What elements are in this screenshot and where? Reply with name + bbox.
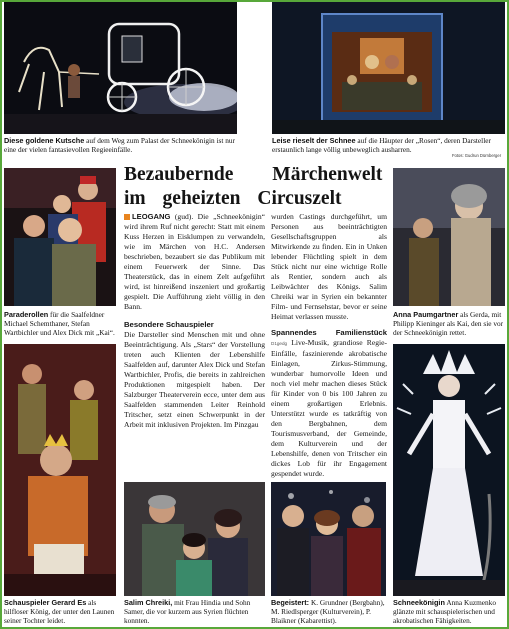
dateline-location: LEOGANG — [132, 212, 171, 221]
article-column-2 — [271, 212, 387, 479]
caption-anna: Anna Paumgartner als Gerda, mit Philipp Kieninger als Kai, den sie vor der Schneekönigin rettet. — [393, 310, 504, 338]
subheading-schauspieler: Besondere Schauspieler — [124, 320, 214, 329]
caption-begeistert: Begeistert: K. Grundner (Bergbahn), M. Riedlsperger (Kulturverein), P. Blaikner (Kabarettist). — [271, 598, 385, 626]
caption-salim: Salim Chreiki, mit Frau Hindia und Sohn Samer, die vor kurzem aus Syrien flüchten konnten. — [124, 598, 251, 626]
photo-paraderollen — [4, 168, 116, 306]
headline-part2: im geheizten Circuszelt — [124, 188, 342, 209]
article-column-1 — [124, 212, 265, 430]
article-intro: (gud). Die „Schneekönigin“ wird ihrem Ruf nicht gerecht: Statt mit einem Kuss Herzen in Eisklumpen zu verwandeln, wie im Märchen von H.C. Andersen beschrieben, bezaubert sie das Publikum mit einem Feuerwerk der Sinne. Das Theaterstück, das in einem Zelt aufgeführt wird, ist hinreißend inszeniert und großartig gespielt. Die Aufführung zieht völlig in den Bann. — [124, 212, 265, 311]
photo-credit: Fotos: Gudrun Dürnberger — [452, 153, 502, 158]
bullet-icon — [124, 214, 130, 220]
subheading-marker: D1gedg — [271, 341, 288, 346]
photo-kutsche — [4, 2, 237, 134]
article-paragraph-3: wurden Castings durchgeführt, um Personen aus beeinträchtigten Gesellschaftsgruppen als Mitwirkende zu finden. Ein in Unken lebender Flüchtling spielt in dem Stück nicht nur eine wichtige Rolle als Rentier, sondern auch als Leibwächter des Königs. Salim Chreiki war in Syrien ein bekannter Film- und Fernsehstar, bevor er seine Heimat verlassen musste. — [271, 212, 387, 321]
photo-salim — [124, 482, 265, 596]
caption-paraderollen: Paraderollen für die Saalfeldner Michael Schemthaner, Stefan Wartbichler und Alex Dick mit „Kai“. — [4, 310, 115, 338]
caption-rosen: Leise rieselt der Schnee auf die Häupter der „Rosen“, deren Darsteller erstaunlich lange völlig unbeweglich ausharren. — [272, 136, 491, 155]
article-paragraph-2: Die Darsteller sind Menschen mit und ohne Beeinträchtigung. Als „Stars“ der Vorstellung treten auch Klienten der Lebenshilfe Saalfelden auf, darunter Alex Dick und Stefan Wartbichler, Profis, die bereits in zahlreichen Produktionen mitgespielt haben. Der Salzburger Theaterverein ecce, unter dem aus Saalfelden stammenden Leiter Reinhold Tritscher, setzt einen Schwerpunkt in der Arbeit mit inklusiven Projekten. Im Pinzgau — [124, 330, 265, 429]
caption-schneekoenigin: Schneekönigin Anna Kuzmenko glänzte mit schauspielerischen und akrobatischen Fähigkeiten. — [393, 598, 496, 626]
article-paragraph-4: Live-Musik, grandiose Regie-Einfälle, faszinierende akrobatische Einlagen, Zirkus-Stimmung, wunderbar humorvolle Ideen und noch viel mehr machen dieses Stück für Kinder von 0 bis 100 Jahren zu einem großartigen Erlebnis. Unterstützt wurde es tatkräftig von den Bergbahnen, dem Tourismusverband, der Gemeinde, dem Kulturverein und der Lebenshilfe, denen von Tritscher ein dickes Lob für ihr Engagement gespendet wurde. — [271, 338, 387, 478]
photo-anna — [393, 168, 505, 306]
caption-kutsche: Diese goldene Kutsche auf dem Weg zum Palast der Schneekönigin ist nur eine der vielen fantasievollen Regieeinfälle. — [4, 136, 235, 155]
subheading-familienstueck: Spannendes Familienstück — [271, 328, 387, 337]
photo-rosen — [272, 2, 505, 134]
headline-part1: Bezaubernde Märchenwelt — [124, 164, 383, 185]
photo-schneekoenigin — [393, 344, 505, 596]
photo-gerard — [4, 344, 116, 596]
caption-gerard: Schauspieler Gerard Es als hilfloser König, der unter den Launen seiner Tochter leidet. — [4, 598, 115, 626]
photo-begeistert — [271, 482, 386, 596]
